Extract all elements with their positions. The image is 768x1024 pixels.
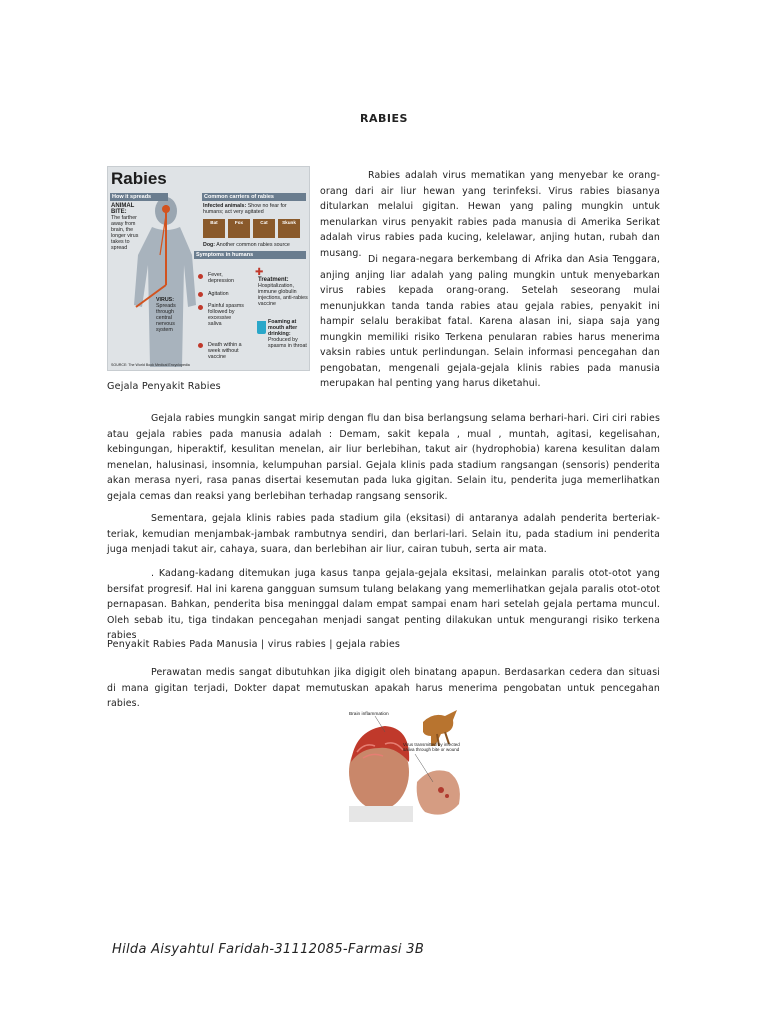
symptom-death: Death within a week without vaccine — [208, 342, 242, 360]
how-spreads-header: How it spreads — [110, 193, 168, 201]
animal-bat: Bat — [203, 219, 225, 238]
section-heading-penyakit: Penyakit Rabies Pada Manusia | virus rabies | gejala rabies — [107, 639, 401, 650]
section-heading-gejala: Gejala Penyakit Rabies — [107, 381, 221, 392]
infographic-title: Rabies — [111, 169, 167, 188]
perawatan-paragraph: Perawatan medis sangat dibutuhkan jika digigit oleh binatang apapun. Berdasarkan cedera dan situasi di mana gigitan terjadi, Dokter dapat memutuskan apakah harus menerima pengobatan untuk pencegahan rabies. — [107, 667, 660, 709]
intro-paragraph-1: Rabies adalah virus mematikan yang menyebar ke orang-orang dari air liur hewan yang terinfeksi. Virus rabies biasanya ditularkan melalui gigitan. Hewan yang paling mungkin untuk menularkan virus penyakit rabies pada manusia di Amerika Serikat adalah virus rabies pada kucing, kelelawar, anjing hutan, rubah dan musang. — [320, 170, 660, 259]
treatment-note: Treatment: Hospitalization, immune globulin injections, anti-rabies vaccine — [258, 277, 308, 307]
gejala-paragraph-1: Gejala rabies mungkin sangat mirip dengan flu dan bisa berlangsung selama berhari-hari. Ciri ciri rabies atau gejala rabies pada manusia adalah : Demam, sakit kepala , mual , muntah, agitasi, kegelisahan, kebingungan, hiperaktif, kesulitan menelan, air liur berlebihan, takut air (hydrophobia) karena kesulitan dalam menelan, halusinasi, insomnia, kelumpuhan parsial. Gejala klinis pada stadium rangsangan (sensoris) penderita akan merasa nyeri, rasa panas disertai kesemutan pada luka gigitan. Selain itu, penderita juga memerlihatkan gejala cemas dan reaksi yang berlebihan terhadap rangsang sensorik. — [107, 413, 660, 502]
animal-cat: Cat — [253, 219, 275, 238]
dog-note: Dog: Another common rabies source — [203, 242, 290, 248]
virus-transmitted-label: Virus transmitted by infected saliva through bite or wound — [403, 742, 460, 752]
rabies-photo — [345, 702, 465, 822]
animal-fox: Fox — [228, 219, 250, 238]
symptom-fever: Fever, depression — [208, 272, 234, 284]
document-title: RABIES — [360, 112, 408, 125]
footer-author: Hilda Aisyahtul Faridah-31112085-Farmasi 3B — [112, 942, 425, 957]
common-carriers-header: Common carriers of rabies — [202, 193, 306, 201]
rabies-infographic — [107, 166, 310, 371]
symptom-agitation: Agitation — [208, 291, 229, 297]
foaming-note: Foaming at mouth after drinking: Produced by spasms in throat — [268, 319, 307, 349]
brain-inflammation-label: Brain inflammation — [349, 712, 389, 717]
animal-skunk: Skunk — [278, 219, 300, 238]
gejala-paragraph-2: Sementara, gejala klinis rabies pada stadium gila (eksitasi) di antaranya adalah penderita berteriak-teriak, kemudian menjambak-jambak rambutnya sendiri, dan berlari-lari. Selain itu, pada stadium ini penderita juga menjadi takut air, cahaya, suara, dan berlebihan air liur, cairan tubuh, serta air mata. — [107, 513, 660, 555]
intro-paragraph-2: Di negara-negara berkembang di Afrika dan Asia Tenggara, anjing anjing liar adalah yang paling mungkin untuk menyebarkan virus rabies kepada orang-orang. Setelah seseorang mulai menunjukkan tanda tanda rabies atau gejala rabies, penyakit ini hampir selalu berakibat fatal. Karena alasan ini, siapa saja yang mungkin memiliki risiko Terkena penularan rabies harus menerima vaksin rabies untuk perlindungan. Selain informasi pencegahan dan pengobatan, mengenali gejala-gejala klinis rabies pada manusia merupakan hal penting yang harus diketahui. — [320, 254, 660, 389]
gejala-paragraph-3: . Kadang-kadang ditemukan juga kasus tanpa gejala-gejala eksitasi, melainkan paralis otot-otot yang bersifat progresif. Hal ini karena gangguan sumsum tulang belakang yang memerlihatkan gejala paralis otot-otot pernapasan. Bahkan, penderita bisa meninggal dalam empat sampai enam hari setelah gejala pertama muncul. Oleh sebab itu, tiga tindakan pencegahan menjadi sangat penting dilakukan untuk mengurangi risiko terkena rabies — [107, 568, 660, 641]
infected-animals-note: Infected animals: Show no fear for humans; act very agitated — [203, 203, 287, 215]
infographic-source: SOURCE: The World Book Medical Encyclopedia — [111, 363, 190, 367]
animal-bite-note: ANIMAL BITE: The farther away from brain, the longer virus takes to spread — [111, 203, 139, 251]
rabies-illustration — [345, 702, 465, 822]
symptom-spasms: Painful spasms followed by excessive saliva — [208, 303, 244, 327]
virus-note: VIRUS: Spreads through central nervous system — [156, 297, 176, 333]
symptoms-header: Symptoms in humans — [194, 251, 306, 259]
glass-icon — [257, 321, 266, 334]
treatment-cross-icon: ✚ — [255, 267, 264, 278]
